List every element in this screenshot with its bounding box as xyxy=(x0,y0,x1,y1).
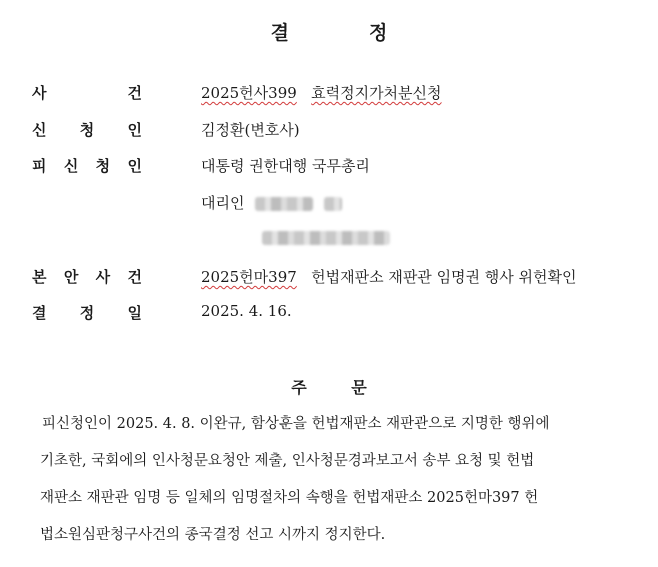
title-char-2: 정 xyxy=(369,22,468,44)
decision-date-value: 2025. 4. 16. xyxy=(201,302,292,320)
order-line-3: 재판소 재판관 임명 등 일체의 임명절차의 속행을 헌법재판소 2025헌마397 헌 xyxy=(40,490,539,506)
title-char-1: 결 xyxy=(270,22,369,44)
document-title xyxy=(0,18,658,45)
case-number: 2025헌사399 xyxy=(201,84,297,102)
case-name: 효력정지가처분신청 xyxy=(311,84,442,102)
respondent-row xyxy=(0,155,658,179)
main-case-number: 2025헌마397 xyxy=(201,268,297,286)
decision-date-label: 결 정 일 xyxy=(32,304,142,322)
agent-value xyxy=(201,192,342,213)
redacted-name-blur xyxy=(324,197,342,211)
agent-value-2 xyxy=(262,228,390,246)
case-label: 사 건 xyxy=(32,84,142,102)
agent-label: 대리인 xyxy=(201,194,245,212)
main-case-name: 헌법재판소 재판관 임명권 행사 위헌확인 xyxy=(311,268,577,286)
order-heading: 주 문 xyxy=(291,378,367,397)
order-line-4: 법소원심판청구사건의 종국결정 선고 시까지 정지한다. xyxy=(40,527,386,543)
main-case-row xyxy=(0,266,658,290)
agent-row xyxy=(0,192,658,216)
main-case-label: 본 안 사 건 xyxy=(32,268,142,286)
main-case-value xyxy=(201,266,577,287)
redacted-name-blur xyxy=(255,197,313,211)
order-line-2: 기초한, 국회에의 인사청문요청안 제출, 인사청문경과보고서 송부 요청 및 헌법 xyxy=(40,453,535,469)
decision-date-row xyxy=(0,302,658,326)
applicant-label: 신 청 인 xyxy=(32,121,142,139)
case-value xyxy=(201,82,442,103)
respondent-value: 대통령 권한대행 국무총리 xyxy=(201,157,370,175)
case-row xyxy=(0,82,658,106)
applicant-value: 김정환(변호사) xyxy=(201,121,300,139)
applicant-row xyxy=(0,119,658,143)
agent-row-2 xyxy=(0,228,658,252)
order-line-1: 피신청인이 2025. 4. 8. 이완규, 함상훈을 헌법재판소 재판관으로 지명한 행위에 xyxy=(42,416,550,432)
respondent-label: 피 신 청 인 xyxy=(32,157,142,175)
redacted-name-blur xyxy=(262,231,390,245)
